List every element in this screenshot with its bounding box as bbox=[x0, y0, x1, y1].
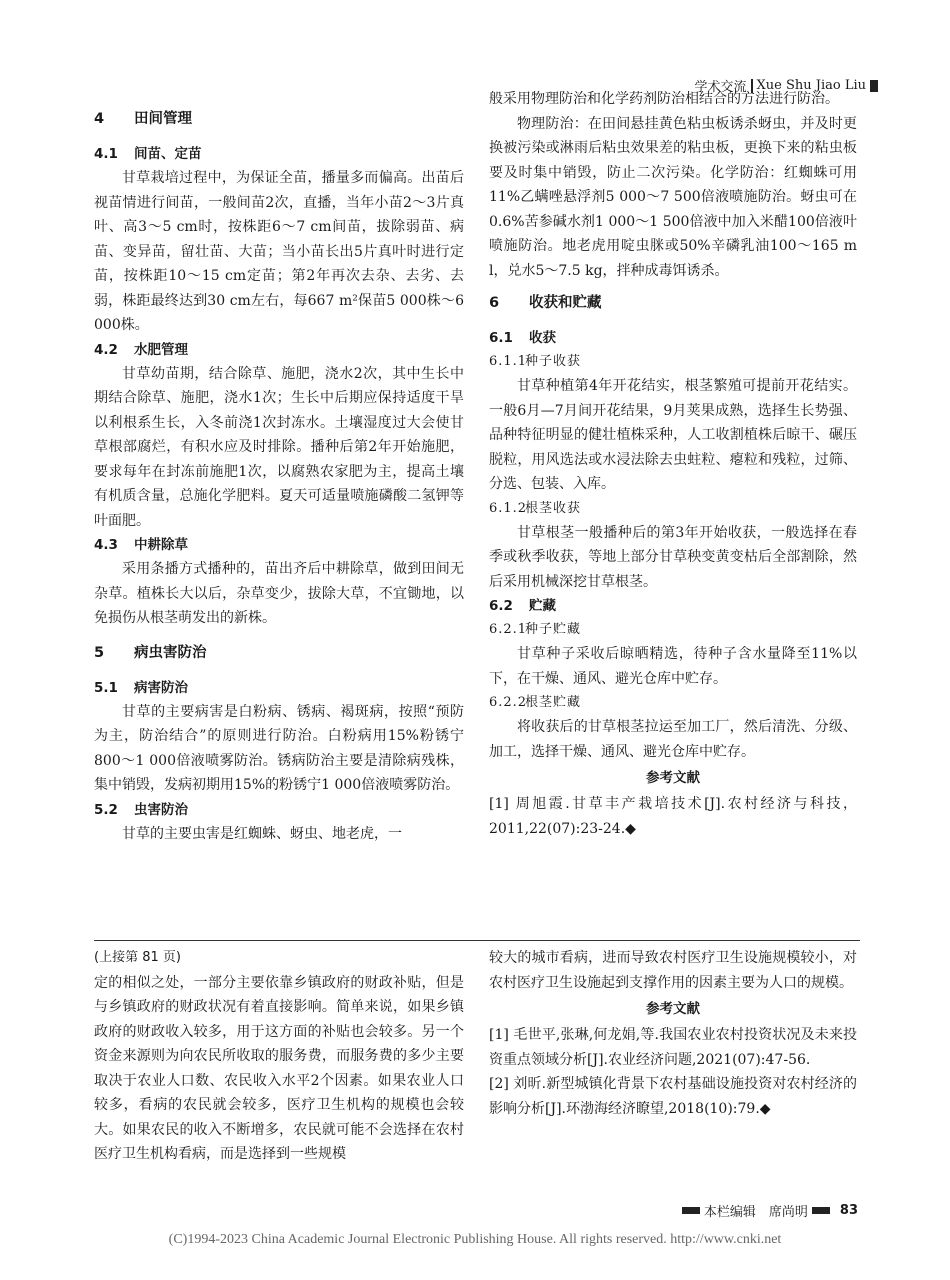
section-4-3-heading: 4.3 中耕除草 bbox=[94, 537, 188, 553]
section-6-2-heading: 6.2 贮藏 bbox=[489, 598, 556, 614]
footer-bar-icon bbox=[812, 1207, 830, 1214]
article-divider bbox=[94, 940, 860, 941]
section-4-1-text: 甘草栽培过程中，为保证全苗，播量多而偏高。出苗后视苗情进行间苗，一般间苗2次，直播，当年小苗2～3片真叶、高3～5 cm时，按株距6～7 cm间苗，拔除弱苗、病苗、变异苗，留壮苗、大苗；当小苗长出5片真叶时进行定苗，按株距10～15 cm定苗；第2年再次去杂、去劣、去弱，株距最终达到30 cm左右，每667 m²保苗5 000株～6 000株。 bbox=[94, 170, 464, 333]
section-6-1-1-heading: 6.1.1种子收获 bbox=[489, 354, 582, 369]
left-column bbox=[94, 103, 464, 846]
section-4-2-heading: 4.2 水肥管理 bbox=[94, 341, 188, 358]
section-4-1-heading: 4.1 间苗、定苗 bbox=[94, 146, 202, 162]
continued-article-right bbox=[489, 946, 857, 1121]
header-square-icon bbox=[870, 80, 878, 92]
section-5-heading: 5 病虫害防治 bbox=[94, 644, 207, 661]
section-6-heading: 6 收获和贮藏 bbox=[489, 295, 602, 311]
section-6-2-1-text: 甘草种子采收后晾晒精选，待种子含水量降至11%以下，在干燥、通风、避光仓库中贮存。 bbox=[489, 646, 857, 687]
right-column bbox=[489, 87, 857, 841]
section-6-1-2-text: 甘草根茎一般播种后的第3年开始收获，一般选择在春季或秋季收获，等地上部分甘草秧变黄变枯后全部割除，然后采用机械深挖甘草根茎。 bbox=[489, 524, 857, 590]
section-6-1-2-heading: 6.1.2根茎收获 bbox=[489, 500, 582, 516]
section-6-2-2-text: 将收获后的甘草根茎拉运至加工厂，然后清洗、分级、加工，选择干燥、通风、避光仓库中贮存。 bbox=[489, 719, 857, 760]
continued-article-text-right: 较大的城市看病，进而导致农村医疗卫生设施规模较小，对农村医疗卫生设施起到支撑作用的因素主要为人口的规模。 bbox=[489, 950, 857, 991]
section-6-2-1-heading: 6.2.1种子贮藏 bbox=[489, 622, 582, 637]
section-5-2-text: 甘草的主要虫害是红蜘蛛、蚜虫、地老虎，一 bbox=[122, 825, 402, 842]
section-6-1-1-text: 甘草种植第4年开花结实，根茎繁殖可提前开花结实。一般6月—7月间开花结果，9月荚果成熟，选择生长势强、品种特征明显的健壮植株采种，人工收割植株后晾干、碾压脱粒，用风选法或水浸法除去虫蛀粒、瘪粒和残粒，过筛、分选、包装、入库。 bbox=[489, 378, 857, 492]
section-6-1-heading: 6.1 收获 bbox=[489, 330, 556, 346]
reference-item: [1] 周旭霞.甘草丰产栽培技术[J].农村经济与科技，2011,22(07):23-24.◆ bbox=[489, 796, 857, 837]
page-number: 83 bbox=[839, 1203, 858, 1218]
continued-article-left bbox=[94, 946, 464, 1167]
section-5-1-heading: 5.1 病害防治 bbox=[94, 679, 188, 696]
header-en: Xue Shu Jiao Liu bbox=[756, 78, 866, 93]
section-4-3-text: 采用条播方式播种的，苗出齐后中耕除草，做到田间无杂草。植株长大以后，杂草变少，拔除大草，不宜锄地，以免损伤从根茎萌发出的新株。 bbox=[94, 561, 464, 626]
copyright-notice: (C)1994-2023 China Academic Journal Electronic Publishing House. All rights reserved. http://www.cnki.net bbox=[168, 1232, 782, 1247]
section-4-2-text: 甘草幼苗期，结合除草、施肥，浇水2次，其中生长中期结合除草、施肥，浇水1次；生长中后期应保持适度干旱以利根系生长，入冬前浇1次封冻水。土壤湿度过大会使甘草根部腐烂，有积水应及时排除。播种后第2年开始施肥，要求每年在封冻前施肥1次，以腐熟农家肥为主，提高土壤有机质含量，总施化学肥料。夏天可适量喷施磷酸二氢钾等叶面肥。 bbox=[94, 365, 464, 529]
pest-control-continued-text: 般采用物理防治和化学药剂防治相结合的方法进行防治。 bbox=[489, 91, 839, 107]
footer-bar-icon bbox=[682, 1207, 700, 1214]
references-title: 参考文献 bbox=[646, 770, 700, 786]
page-footer bbox=[682, 1201, 858, 1220]
continued-from-label: (上接第 81 页) bbox=[94, 950, 181, 965]
pest-control-methods-text: 物理防治：在田间悬挂黄色粘虫板诱杀蚜虫，并及时更换被污染或淋雨后粘虫效果差的粘虫板，更换下来的粘虫板要及时集中销毁，防止二次污染。化学防治：红蜘蛛可用11%乙螨唑悬浮剂5 000～7 500倍液喷施防治。蚜虫可在0.6%苦参碱水剂1 000～1 500倍液中加入米醋100倍液叶喷施防治。地老虎用啶虫脒或50%辛磷乳油100～165 m l，兑水5～7.5 kg，拌种成毒饵诱杀。 bbox=[489, 115, 857, 279]
references-title: 参考文献 bbox=[646, 1001, 700, 1017]
reference-item: [1] 毛世平,张琳,何龙娟,等.我国农业农村投资状况及未来投资重点领域分析[J].农业经济问题,2021(07):47-56. bbox=[489, 1027, 857, 1068]
reference-item: [2] 刘昕.新型城镇化背景下农村基础设施投资对农村经济的影响分析[J].环渤海经济瞭望,2018(10):79.◆ bbox=[489, 1076, 857, 1117]
section-5-1-text: 甘草的主要病害是白粉病、锈病、褐斑病，按照“预防为主，防治结合”的原则进行防治。白粉病用15%粉锈宁800～1 000倍液喷雾防治。锈病防治主要是清除病残株，集中销毁，发病初期用15%的粉锈宁1 000倍液喷雾防治。 bbox=[94, 703, 464, 793]
continued-article-text-left: 定的相似之处，一部分主要依靠乡镇政府的财政补贴，但是与乡镇政府的财政状况有着直接影响。简单来说，如果乡镇政府的财政收入较多，用于这方面的补贴也会较多。另一个资金来源则为向农民所收取的服务费，而服务费的多少主要取决于农业人口数、农民收入水平2个因素。如果农业人口较多，看病的农民就会较多，医疗卫生机构的规模也会较大。如果农民的收入不断增多，农民就可能不会选择在农村医疗卫生机构看病，而是选择到一些规模 bbox=[94, 974, 464, 1162]
footer-editor: 本栏编辑 席尚明 bbox=[703, 1205, 808, 1220]
section-5-2-heading: 5.2 虫害防治 bbox=[94, 801, 188, 818]
section-6-2-2-heading: 6.2.2根茎贮藏 bbox=[489, 695, 582, 710]
section-4-heading: 4 田间管理 bbox=[94, 111, 192, 127]
header-cn: 学术交流 bbox=[694, 80, 747, 95]
